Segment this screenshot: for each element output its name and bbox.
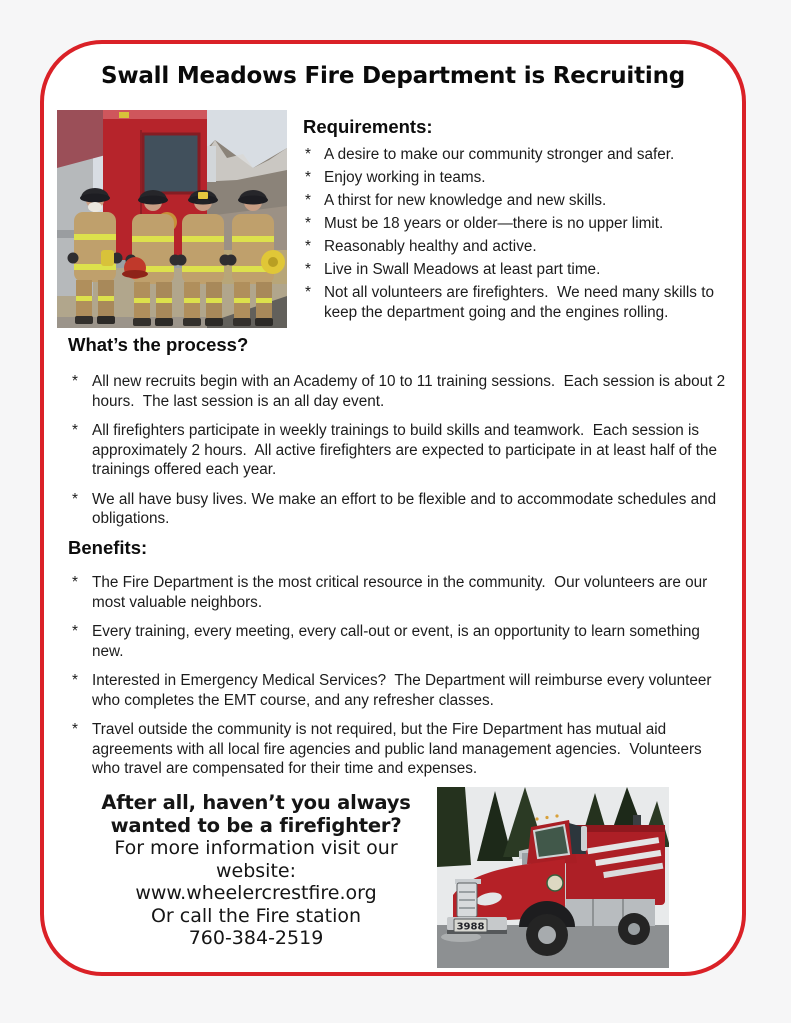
process-heading: What’s the process? — [68, 334, 249, 355]
requirement-text: Enjoy working in teams. — [324, 169, 486, 186]
requirement-text: Live in Swall Meadows at least part time. — [324, 261, 601, 278]
requirement-item — [300, 237, 747, 257]
benefit-text: The Fire Department is the most critical resource in the community. Our volunteers are our most valuable neighbors. — [92, 574, 712, 611]
requirement-text: Must be 18 years or older—there is no upper limit. — [324, 215, 664, 232]
bullet-marker: * — [72, 373, 78, 390]
bullet-marker: * — [305, 215, 311, 232]
requirement-item — [300, 145, 747, 165]
process-text: All firefighters participate in weekly trainings to build skills and teamwork. Each session is approximately 2 hours. All active firefighters are expected to participate in at least half of the trainings offered each year. — [92, 422, 722, 478]
benefits-heading: Benefits: — [68, 537, 148, 558]
truck-license-plate: 3988 — [456, 921, 485, 933]
bullet-marker: * — [72, 574, 78, 591]
cta-headline-line2: wanted to be a firefighter? — [110, 814, 402, 837]
requirement-text: A thirst for new knowledge and new skills. — [324, 192, 607, 209]
benefit-item — [65, 720, 729, 779]
requirements-heading: Requirements: — [303, 116, 433, 137]
bullet-marker: * — [305, 261, 311, 278]
process-item — [65, 421, 729, 480]
bullet-marker: * — [305, 169, 311, 186]
footer-cta — [88, 791, 424, 950]
cta-call-line: Or call the Fire station — [150, 904, 362, 927]
bullet-marker: * — [72, 623, 78, 640]
requirement-item — [300, 168, 747, 188]
benefit-text: Interested in Emergency Medical Services? The Department will reimburse every volunteer who completes the EMT course, and any refresher classes. — [92, 672, 716, 709]
process-text: All new recruits begin with an Academy of 10 to 11 training sessions. Each session is about 2 hours. The last session is an all day event. — [92, 373, 730, 410]
flyer-title: Swall Meadows Fire Department is Recruiting — [100, 63, 686, 89]
benefits-section — [65, 537, 729, 789]
cta-headline-line1: After all, haven’t you always — [101, 791, 411, 814]
bullet-marker: * — [305, 238, 311, 255]
front-hub — [538, 926, 556, 944]
firefighters-photo — [57, 110, 287, 328]
benefit-text: Every training, every meeting, every call-out or event, is an opportunity to learn something new. — [92, 623, 705, 660]
website-url: www.wheelercrestfire.org — [135, 882, 377, 904]
process-item — [65, 490, 729, 529]
process-item — [65, 372, 729, 411]
requirement-text: Not all volunteers are firefighters. We need many skills to keep the department going and the engines rolling. — [324, 284, 719, 321]
process-section — [65, 334, 729, 539]
rear-hub — [628, 923, 640, 935]
benefit-text: Travel outside the community is not required, but the Fire Department has mutual aid agreements with all local fire agencies and public land management agencies. Volunteers who travel are compensated for their time and expenses. — [92, 721, 706, 777]
benefit-item — [65, 671, 729, 710]
requirement-item — [300, 214, 747, 234]
fire-truck-photo — [437, 787, 669, 968]
requirement-text: Reasonably healthy and active. — [324, 238, 537, 255]
bullet-marker: * — [72, 672, 78, 689]
bullet-marker: * — [72, 422, 78, 439]
requirement-item — [300, 283, 747, 323]
requirement-item — [300, 260, 747, 280]
requirement-text: A desire to make our community stronger and safer. — [324, 146, 675, 163]
bullet-marker: * — [305, 284, 311, 301]
benefit-item — [65, 573, 729, 612]
benefit-item — [65, 622, 729, 661]
phone-number: 760-384-2519 — [188, 927, 324, 949]
cta-info-line2: website: — [215, 859, 296, 882]
requirement-item — [300, 191, 747, 211]
bullet-marker: * — [72, 721, 78, 738]
cta-info-line1: For more information visit our — [114, 837, 398, 859]
process-text: We all have busy lives. We make an effort to be flexible and to accommodate schedules and obligations. — [92, 490, 721, 527]
bullet-marker: * — [305, 146, 311, 163]
bullet-marker: * — [305, 192, 311, 209]
requirements-section — [300, 116, 747, 326]
bullet-marker: * — [72, 490, 78, 508]
